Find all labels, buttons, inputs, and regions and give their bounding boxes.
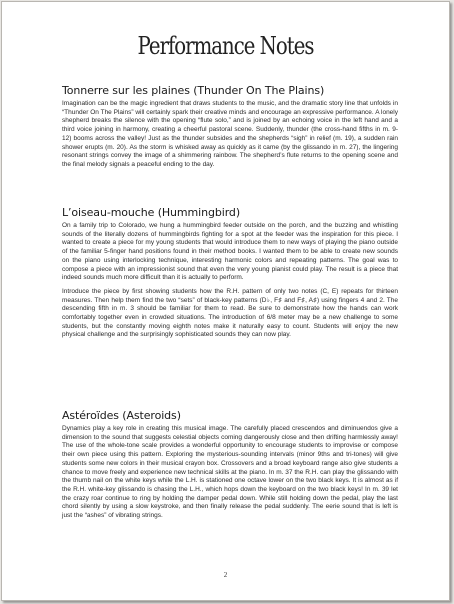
page-number: 2: [223, 571, 228, 579]
section-paragraph: Dynamics play a key role in creating this musical image. The carefully placed crescendos and diminuendos give a dimension to the sound that suggests celestial objects coming dangerously close and then drifting harmlessly away! The use of the whole-tone scale provides a wonderful opportunity to encourage students to improvise or compose their own piece using this pattern. Exploring the mysterious-sounding intervals (minor 9ths and tri-tones) will give students some new colors in their musical crayon box. Crossovers and a broad keyboard range also give students a chance to move freely and experience new technical skills at the piano. In m. 37 the R.H. can play the glissando with the thumb nail on the white keys while the L.H. is stationed one octave lower on the two black keys. It is almost as if the R.H. white-key glissando is chasing the L.H., which hops down the keyboard on the two black keys! In m. 39 let the crazy roar continue to ring by holding the damper pedal down. While still holding down the pedal, play the last chord silently by using a slow keystroke, and then finally release the pedal suddenly. The eerie sound that is left is just the “ashes” of vibrating strings.: [62, 425, 398, 520]
section-heading: Astéroïdes (Asteroids): [62, 409, 181, 422]
section-heading: Tonnerre sur les plaines (Thunder On The Plains): [62, 84, 325, 97]
page-title: Performance Notes: [137, 32, 314, 60]
section-thunder-on-the-plains: [62, 84, 398, 170]
section-asteroids: [62, 409, 398, 521]
section-paragraph: Introduce the piece by first showing students how the R.H. pattern of only two notes (C, E) repeats for thirteen measures. Then help them find the two “sets” of black-key patterns (D♭, F♯ and F♯, A♯) using fingers 4 and 2. The descending fifth in m. 3 should be familiar for them to read. Be sure to demonstrate how the hands can work comfortably together even in crowded situations. The introduction of 6/8 meter may be a new challenge to some students, but the constantly moving eighth notes make it naturally easy to count. Students will enjoy the new physical challenge and the surprisingly sophisticated sounds they can now play.: [62, 287, 398, 339]
document-page: [1, 1, 450, 601]
section-hummingbird: [62, 206, 398, 340]
section-paragraph: On a family trip to Colorado, we hung a hummingbird feeder outside on the porch, and the buzzing and whistling sounds of the literally dozens of hummingbirds fighting for a spot at the feeder was the inspiration for this piece. I wanted to create a piece for my young students that would introduce them to new ways of playing the piano outside of the familiar 5-finger hand positions found in their method books. I wanted them to be able to create new sounds on the piano using interlocking technique, interesting harmonic colors and repeating patterns. The goal was to compose a piece with an impressionist sound that even the very young pianist could play. The result is a piece that indeed sounds much more difficult than it is actually to perform.: [62, 222, 398, 282]
section-paragraph: Imagination can be the magic ingredient that draws students to the music, and the dramatic story line that unfolds in “Thunder On The Plains” will certainly spark their creative minds and encourage an expressive performance. A lonely shepherd breaks the silence with the opening “flute solo,” and is joined by an echoing voice in the left hand and a third voice joining in harmony, creating a cheerful pastoral scene. Suddenly, thunder (the cross-hand fifths in m. 9-12) booms across the valley! Just as the thunder subsides and the shepherds “sigh” in relief (m. 19), a sudden rain shower erupts (m. 20). As the storm is whisked away as quickly as it came (by the glissando in m. 27), the lingering resonant strings convey the image of a shimmering rainbow. The shepherd’s flute returns to the opening scene and the final melody signals a peaceful ending to the day.: [62, 100, 398, 168]
section-heading: L’oiseau-mouche (Hummingbird): [62, 206, 241, 219]
